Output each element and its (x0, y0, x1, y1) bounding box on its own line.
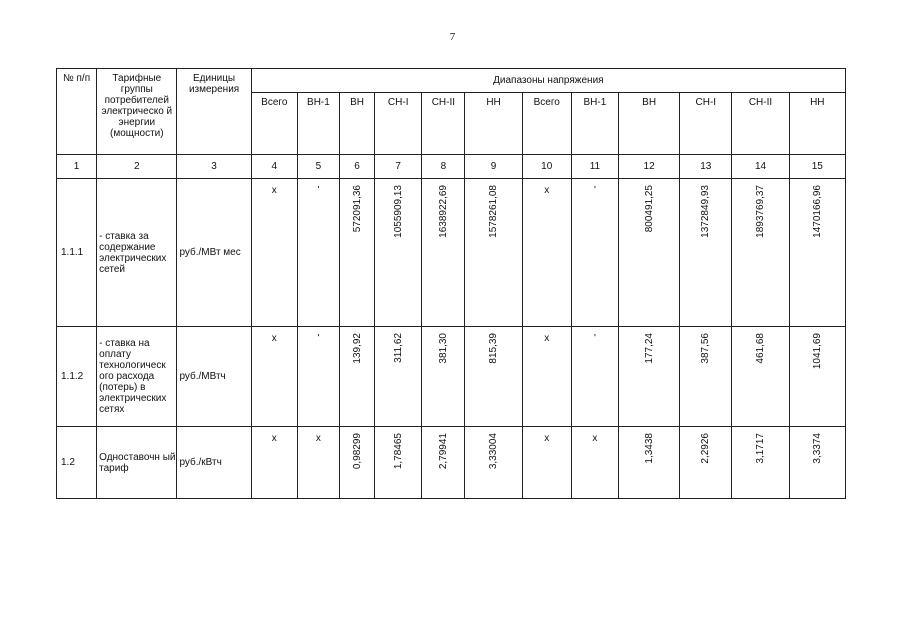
column-number: 8 (422, 155, 465, 179)
cell-value: 1,78465 (392, 433, 404, 470)
subheader-sn2: СН-II (732, 93, 789, 155)
column-number: 5 (297, 155, 339, 179)
cell-value: 2,2926 (700, 433, 712, 464)
cell-value: ' (593, 185, 596, 196)
column-number: 15 (789, 155, 845, 179)
cell-value: 815,39 (488, 333, 500, 364)
table-cell (465, 179, 522, 327)
table-cell (297, 427, 339, 499)
subheader-vn: ВН (340, 93, 375, 155)
row-name: Одноставочн ый тариф (97, 427, 177, 499)
cell-value: x (271, 185, 277, 196)
header-row-1 (57, 69, 846, 93)
table-cell (732, 427, 789, 499)
subheader-sn2: СН-II (422, 93, 465, 155)
header-consumer-groups: Тарифные группы потребителей электрическо й энергии (мощности) (97, 69, 177, 155)
table-cell (340, 327, 375, 427)
cell-value: 1041,69 (811, 333, 823, 370)
cell-value: 3,3374 (811, 433, 823, 464)
subheader-total: Всего (522, 93, 571, 155)
table-cell (375, 327, 422, 427)
column-number: 11 (571, 155, 618, 179)
table-cell (465, 327, 522, 427)
table-cell (522, 427, 571, 499)
cell-value: x (315, 433, 321, 444)
row-name: - ставка за содержание электрических сетей (97, 179, 177, 327)
cell-value: x (592, 433, 598, 444)
cell-value: 2,79941 (437, 433, 449, 470)
table-cell (375, 179, 422, 327)
subheader-total: Всего (251, 93, 297, 155)
cell-value: x (271, 433, 277, 444)
cell-value: x (544, 333, 550, 344)
row-unit: руб./кВтч (177, 427, 251, 499)
column-number: 1 (57, 155, 97, 179)
row-unit: руб./МВтч (177, 327, 251, 427)
table-cell (680, 427, 732, 499)
column-number-row (57, 155, 846, 179)
column-number: 12 (619, 155, 680, 179)
cell-value: ' (317, 333, 320, 344)
column-number: 14 (732, 155, 789, 179)
cell-value: ' (317, 185, 320, 196)
table-cell (340, 179, 375, 327)
header-units: Единицы измерения (177, 69, 251, 155)
table-row (57, 427, 846, 499)
subheader-vn1: ВН-1 (297, 93, 339, 155)
table-cell (297, 179, 339, 327)
table-cell (375, 427, 422, 499)
page-number: 7 (449, 31, 456, 43)
table-cell (251, 179, 297, 327)
table-cell (571, 327, 618, 427)
table-cell (619, 179, 680, 327)
table-cell (251, 427, 297, 499)
table-cell (422, 179, 465, 327)
cell-value: 3,33004 (488, 433, 500, 470)
cell-value: 800491,25 (643, 185, 655, 233)
cell-value: 1638922,69 (437, 185, 449, 238)
table-cell (619, 327, 680, 427)
column-number: 10 (522, 155, 571, 179)
subheader-sn1: СН-I (375, 93, 422, 155)
column-number: 6 (340, 155, 375, 179)
table-cell (571, 179, 618, 327)
table-cell (732, 327, 789, 427)
table-cell (340, 427, 375, 499)
cell-value: 387,56 (700, 333, 712, 364)
table-cell (522, 179, 571, 327)
table-cell (789, 427, 845, 499)
cell-value: 1055909,13 (392, 185, 404, 238)
table-row (57, 327, 846, 427)
cell-value: x (544, 185, 550, 196)
subheader-sn1: СН-I (680, 93, 732, 155)
column-number: 3 (177, 155, 251, 179)
table-cell (789, 179, 845, 327)
cell-value: 177,24 (643, 333, 655, 364)
cell-value: 1470166,96 (811, 185, 823, 238)
table-cell (422, 427, 465, 499)
cell-value: 3,1717 (755, 433, 766, 464)
cell-value: 139,92 (351, 333, 363, 364)
subheader-vn1: ВН-1 (571, 93, 618, 155)
header-number: № п/п (57, 69, 97, 155)
subheader-nn: НН (789, 93, 845, 155)
tariff-table (56, 68, 846, 499)
column-number: 9 (465, 155, 522, 179)
table-cell (732, 179, 789, 327)
column-number: 2 (97, 155, 177, 179)
table-cell (522, 327, 571, 427)
table-cell (297, 327, 339, 427)
cell-value: x (271, 333, 277, 344)
row-code: 1.1.2 (57, 327, 97, 427)
row-code: 1.1.1 (57, 179, 97, 327)
table-cell (619, 427, 680, 499)
cell-value: 0,98299 (351, 433, 363, 470)
table-cell (251, 327, 297, 427)
column-number: 7 (375, 155, 422, 179)
row-unit: руб./МВт мес (177, 179, 251, 327)
row-name: - ставка на оплату технологическ ого расхода (потерь) в электрических сетях (97, 327, 177, 427)
subheader-nn: НН (465, 93, 522, 155)
table-cell (789, 327, 845, 427)
column-number: 4 (251, 155, 297, 179)
table-row (57, 179, 846, 327)
row-code: 1.2 (57, 427, 97, 499)
cell-value: 1893769,37 (755, 185, 766, 238)
cell-value: ' (593, 333, 596, 344)
cell-value: 1578261,08 (488, 185, 500, 238)
table-cell (680, 179, 732, 327)
cell-value: 572091,36 (351, 185, 363, 233)
cell-value: 1,3438 (643, 433, 655, 464)
cell-value: 311,62 (392, 333, 404, 363)
header-voltage-ranges: Диапазоны напряжения (251, 69, 845, 93)
subheader-vn: ВН (619, 93, 680, 155)
table-cell (465, 427, 522, 499)
cell-value: x (544, 433, 550, 444)
cell-value: 1372849,93 (700, 185, 712, 238)
cell-value: 381,30 (437, 333, 449, 364)
table-cell (571, 427, 618, 499)
cell-value: 461,68 (755, 333, 766, 364)
column-number: 13 (680, 155, 732, 179)
table-cell (680, 327, 732, 427)
table-cell (422, 327, 465, 427)
